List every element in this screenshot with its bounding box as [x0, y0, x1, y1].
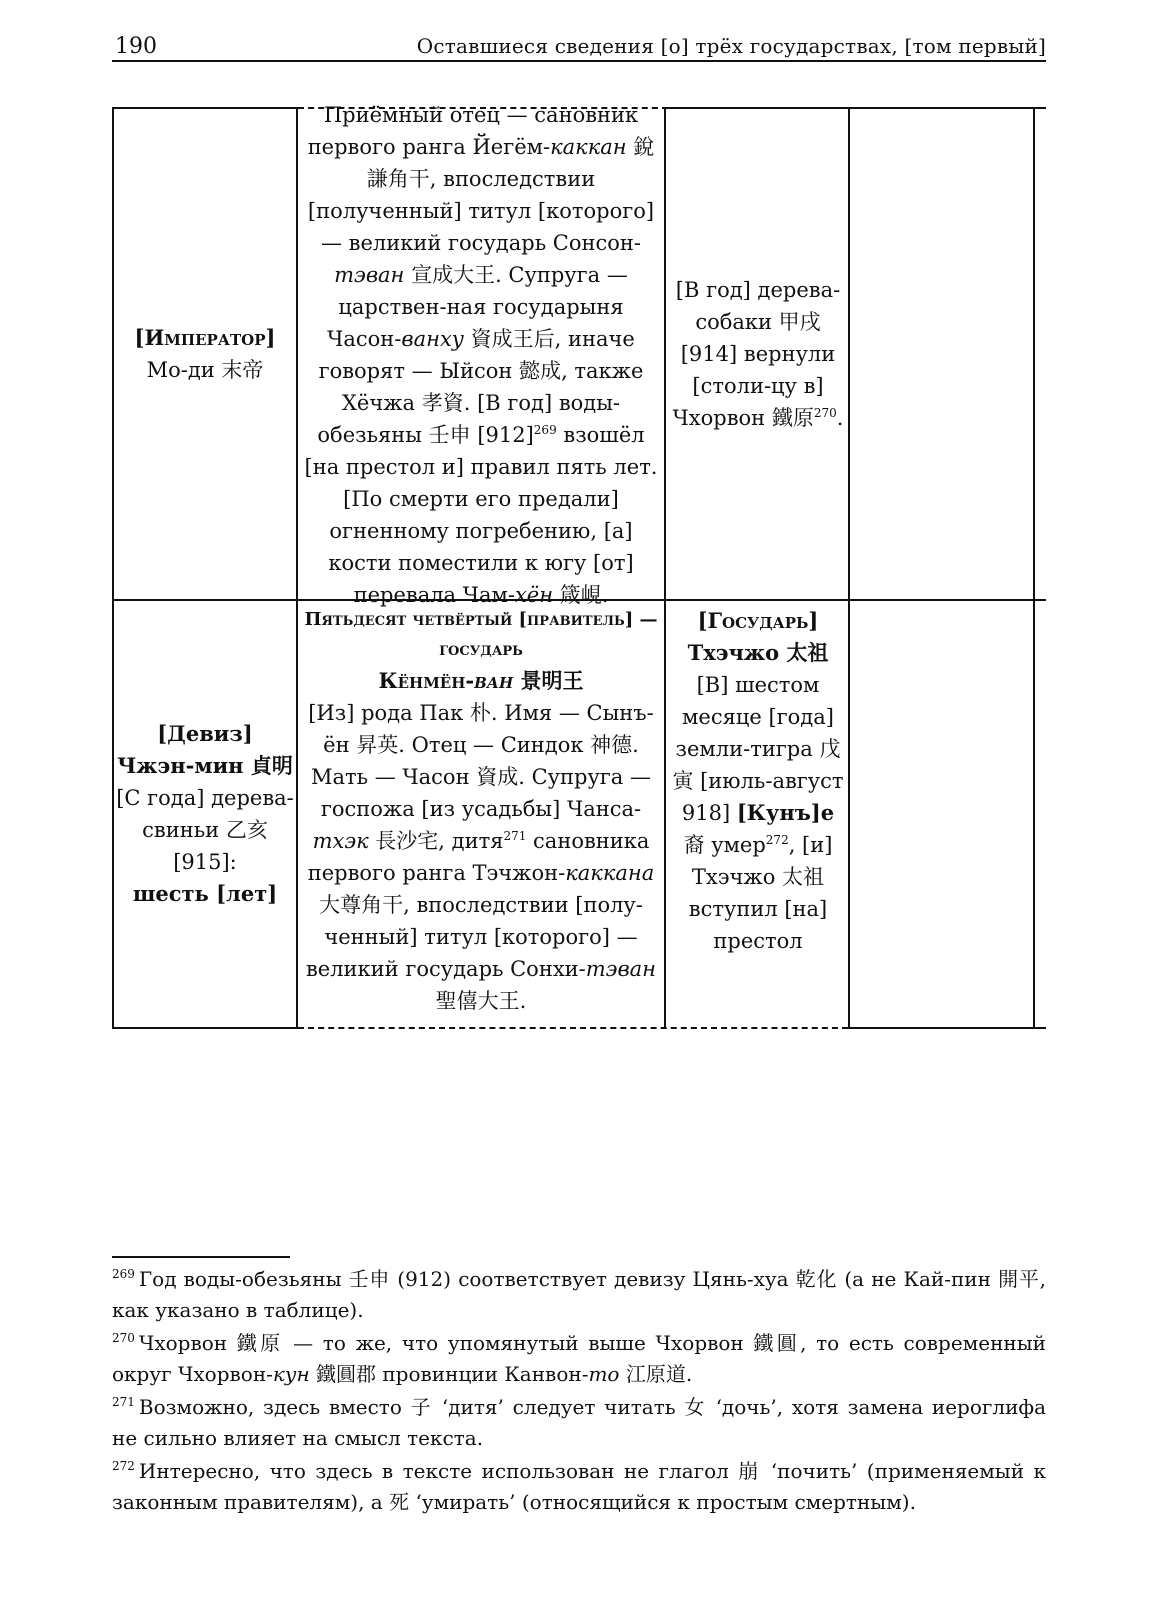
row1-biography-cell	[300, 103, 662, 607]
header-rule	[112, 60, 1046, 62]
footnote-rule	[112, 1256, 290, 1258]
row2-events-title: [Государь]	[697, 608, 819, 633]
row2-events-name: Тхэчжо 太祖	[687, 640, 829, 665]
running-title: Оставшиеся сведения [о] трёх государствах, [том первый]	[416, 34, 1046, 58]
row2-biography-cell	[300, 605, 662, 1017]
table-top-border-solid	[112, 107, 298, 109]
footnotes	[112, 1264, 1046, 1520]
table-bottom-border-dashed	[298, 1027, 848, 1029]
table-bottom-border-solid	[112, 1027, 298, 1029]
row2-heading-line1: Пятьдесят четвёртый [правитель] — государь	[304, 609, 658, 660]
row2-era-text: [С года] дерева-свиньи 乙亥 [915]:	[116, 786, 294, 874]
row1-events-text: [В год] дерева-собаки 甲戌 [914] вернули [столи-цу в] Чхорвон 鐵原$^{270}$.	[672, 278, 844, 430]
footnote-270: $^{270}$ Чхорвон 鐵原 — то же, что упомянутый выше Чхорвон 鐵圓, то есть современный округ Чхорвон-кун 鐵圓郡 провинции Канвон-то 江原道.	[112, 1331, 1046, 1386]
page-number: 190	[115, 34, 157, 59]
row2-events-cell	[670, 605, 846, 1017]
row1-ruler-title: [Император]	[134, 325, 276, 350]
table-vline	[296, 107, 298, 1029]
row2-heading-line2: Кёнмён-ван 景明王	[378, 668, 584, 693]
table-vline	[1033, 107, 1035, 1029]
table-bottom-border-solid-right	[848, 1027, 1046, 1029]
footnote-272: $^{272}$ Интересно, что здесь в тексте использован не глагол 崩 ‘почить’ (применяемый к законным правителям), а 死 ‘умирать’ (относящийся к простым смертным).	[112, 1459, 1046, 1514]
row2-era-title: [Девиз]	[157, 721, 253, 746]
row2-era-name: Чжэн-мин 貞明	[117, 753, 293, 778]
row1-events-cell	[670, 111, 846, 597]
table-vline	[112, 107, 114, 1029]
chronology-table	[112, 103, 1046, 1029]
footnote-271: $^{271}$ Возможно, здесь вместо 子 ‘дитя’ следует читать 女 ‘дочь’, хотя замена иероглифа не сильно влияет на смысл текста.	[112, 1395, 1046, 1450]
row2-empty-cell	[852, 603, 1030, 1025]
row1-biography-text: Приёмный отец — сановник первого ранга Йегём-каккан 銳謙角干, впоследствии [полученный] титул [которого] — великий государь Сонсон-тэван 宣成大王. Супруга — царствен-ная государыня Часон-ванху 資成王后, иначе говорят — Ыйсон 懿成, также Хёчжа 孝資. [В год] воды-обезьяны 壬申 $[912]^{269}$ взошёл [на престол и] правил пять лет. [По смерти его предали] огненному погребению, [а] кости поместили к югу [от] перевала Чам-хён 箴峴.	[304, 103, 658, 607]
footnote-269: $^{269}$ Год воды-обезьяны 壬申 (912) соответствует девизу Цянь-хуа 乾化 (а не Кай-пин 開平, как указано в таблице).	[112, 1267, 1046, 1322]
row1-ruler-name: Мо-ди 末帝	[146, 358, 264, 382]
row2-era-cell	[116, 603, 294, 1025]
table-top-border-solid-right	[668, 107, 1046, 109]
row2-events-text: [В] шестом месяце [года] земли-тигра 戊寅 [июль-август 918] [Кунъ]е 裔 умер$^{272}$, [и] Тхэчжо 太祖 вступил [на] престол	[672, 673, 844, 953]
row2-era-duration: шесть [лет]	[132, 881, 278, 906]
row1-ruler-cell	[116, 111, 294, 597]
table-vline	[848, 107, 850, 1029]
row2-biography-text: [Из] рода Пак 朴. Имя — Сынъ-ён 昇英. Отец — Синдок 神德. Мать — Часон 資成. Супруга — госпожа [из усадьбы] Чанса-тхэк 長沙宅, дитя$^{271}$ сановника первого ранга Тэчжон-каккана 大尊角干, впоследствии [полу-ченный] титул [которого] — великий государь Сонхи-тэван 聖僖大王.	[305, 701, 657, 1013]
table-vline	[664, 107, 666, 1029]
row1-empty-cell	[852, 111, 1030, 597]
